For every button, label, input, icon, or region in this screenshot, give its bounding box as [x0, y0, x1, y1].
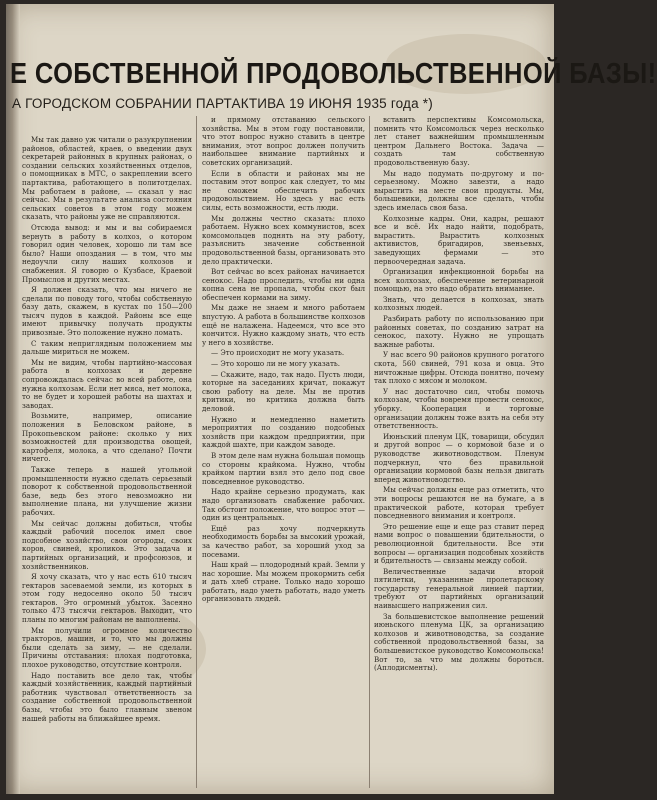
article-column-3 — [374, 116, 544, 786]
paragraph: — Скажите, надо, так надо. Пусть люди, которые на заседаниях кричат, покажут свою работу на деле. Мы не против критики, но критика должна быть деловой. — [202, 369, 365, 413]
paragraph: Я должен сказать, что мы ничего не сделали по поводу того, чтобы собственную базу дать, скажем, в кустах по 150—200 тысяч пудов в каждой. Районы все еще имеют привычку получать продукты привозные. Это положение нужно ломать. — [22, 285, 192, 338]
paragraph: и прямому отставанию сельского хозяйства. Мы в этом году постановили, что этот вопрос нужно ставить в центре внимания, этот вопрос должен получить наибольшее внимание партийных и советских организаций. — [202, 115, 365, 167]
paragraph: Мы сейчас должны еще раз отметить, что эти вопросы решаются не на бумаге, а в практической работе, которая требует повседневного внимания и контроля. — [374, 485, 544, 521]
torn-edge — [6, 4, 20, 794]
paragraph: Наш край — плодородный край. Земли у нас хорошие. Мы можем прокормить себя и дать хлеб стране. Только надо хорошо работать, надо уметь работать, надо уметь организовать людей. — [202, 560, 365, 604]
paragraph: Организация инфекционной борьбы на всех колхозах, обеспечение ветеринарной помощью, на это надо обратить внимание. — [374, 267, 544, 294]
column-rule — [196, 116, 197, 788]
paragraph: Мы получили огромное количество тракторов, машин, и то, что мы должны были сделать за зиму, — не сделали. Причины отставания: плохая подготовка, плохое руководство, отсутствие контроля. — [22, 625, 192, 670]
paragraph: Знать, что делается в колхозах, знать колхозных людей. — [374, 294, 544, 313]
paragraph: У нас достаточно сил, чтобы помочь колхозам, чтобы вовремя провести сенокос, уборку. Кооперация и торговые организации должны тоже взять на себя эту ответственность. — [374, 386, 544, 431]
article-column-1 — [22, 136, 192, 786]
paragraph: Нужно и немедленно наметить мероприятия по созданию подсобных хозяйств при каждом предприятии, при каждой шахте, при каждом заводе. — [202, 414, 365, 450]
paragraph: — Это хорошо ли не могу указать. — [211, 359, 341, 369]
paragraph: Это решение еще и еще раз ставит перед нами вопрос о повышении бдительности, о революционной бдительности. Все эти вопросы — организация подсобных хозяйств и бдительность — связаны между собой. — [374, 521, 544, 566]
paragraph: Возьмите, например, описание положения в Беловском районе, в Прокопьевском районе: сколько у них возможностей для производства овощей, картофеля, молока, а что сделано? Почти ничего. — [22, 411, 192, 464]
paragraph: Мы должны честно сказать: плохо работаем. Нужно всех коммунистов, всех комсомольцев поднять на эту работу, разъяснить значение собственной продовольственной базы, организовать это дело практически. — [202, 213, 365, 266]
paragraph: В этом деле нам нужна большая помощь со стороны крайкома. Нужно, чтобы крайком партии взял это дело под свое повседневное руководство. — [202, 450, 366, 486]
newspaper-page — [6, 4, 657, 794]
paragraph: Если в области и районах мы не поставим этот вопрос как следует, то мы не сможем обеспечить рабочих продовольствием. Но здесь у нас есть силы, есть возможности, есть люди. — [202, 168, 365, 212]
paragraph: Мы сейчас должны добиться, чтобы каждый рабочий поселок имел свое подсобное хозяйство, свои огороды, своих коров, свиней, кроликов. Это задача и партийных организаций, и профсоюзов, и хозяйственников. — [22, 518, 192, 571]
headline: Е СОБСТВЕННОЙ ПРОДОВОЛЬСТВЕННОЙ БАЗЫ! — [10, 58, 657, 90]
column-rule — [369, 116, 370, 788]
paragraph: У нас всего 90 районов крупного рогатого скота, 560 свиней, 791 коза и овца. Это ничтожные цифры. Отсюда понятно, почему так плохо с мясом и молоком. — [374, 350, 544, 386]
subheadline: А ГОРОДСКОМ СОБРАНИИ ПАРТАКТИВА 19 ИЮНЯ 1935 года *) — [12, 96, 433, 111]
paragraph: Надо крайне серьезно продумать, как надо организовать снабжение рабочих. Так обстоит положение, что вопрос этот — один из центральных. — [202, 487, 365, 523]
paragraph: Разбирать работу по использованию при районных советах, по созданию затрат на сенокос, пахоту. Нужно не упрощать важные работы. — [374, 314, 544, 349]
paragraph: С таким неприглядным положением мы дальше мириться не можем. — [22, 338, 192, 357]
paragraph: Июньский пленум ЦК, товарищи, обсудил и другой вопрос — о кормовой базе и о руководстве животноводством. Пленум подчеркнул, что без правильной организации кормовой базы нельзя двигать вперед животноводство. — [374, 431, 544, 484]
paragraph: Колхозные кадры. Они, кадры, решают все и всё. Их надо найти, подобрать, вырастить. Вырастить колхозных активистов, бригадиров, звеньевых, заведующих фермами — это первоочередная задача. — [374, 213, 544, 266]
paragraph: Ещё раз хочу подчеркнуть необходимость борьбы за высокий урожай, за качество работ, за хороший уход за посевами. — [202, 523, 365, 559]
article-column-2 — [202, 116, 365, 786]
paragraph: Величественные задачи второй пятилетки, указаннные пролетарскому государству генеральной линией партии, требуют от партийных организаций наивысшего напряжения сил. — [374, 566, 544, 611]
paragraph: Мы надо подумать по-другому и по-серьезному. Можно завезти, а надо вырастить на месте свои продукты. Мы, большевики, должны все сделать, чтобы здесь имелась своя база. — [374, 168, 544, 212]
paragraph: Отсюда вывод: и мы и вы собираемся вернуть в работу в колхоз, о котором говорил один человек, хорошо ли там все было? Наши опоздания — в том, что мы недоучли силу наших колхозов и снабжения. Я говорю о Кузбасе, Краевой Промыслов и других местах. — [22, 222, 192, 284]
paragraph: Я хочу сказать, что у нас есть 610 тысяч гектаров засеваемой земли, из которых в этом году недосеяно около 50 тысяч гектаров. Это огромный убыток. Засеяно только 473 тысячи гектаров. Выходит, что планы по многим районам не выполнены. — [22, 572, 192, 625]
paragraph: За большевистское выполнение решений июньского пленума ЦК, за организацию колхозов и животноводства, за создание собственной продовольственной базы, за большевистское руководство Комсомольска! Вот то, за что мы должны бороться. (Аплодисменты). — [374, 611, 544, 673]
paragraph: Вот сейчас во всех районах начинается сенокос. Надо проследить, чтобы ни одна копна сена не пропала, чтобы скот был обеспечен кормами на зиму. — [202, 267, 365, 302]
paragraph: Мы так давно уж читали о разукрупнении районов, областей, краев, о введении двух секретарей районных в крупных районах, о создании сельских хозяйственных отделов, о помощниках в МТС, о закреплении всего партактива, работающего в политотделах. Мы работаем в районе, — сказал у нас сейчас. Мы в результате анализа состояния сельских советов в этом году можем сказать, что районы уже не справляются. — [22, 135, 192, 222]
paragraph: Мы не видим, чтобы партийно-массовая работа в колхозах и деревне сопровождалась сейчас во всей работе, она нужна колхозам. Если нет мяса, нет молока, то не будет и хорошей работы на шахтах и заводах. — [22, 357, 192, 410]
paragraph: Мы даже не знаем и много работаем впустую. А работа в большинстве колхозов ещё не налажена. Надеемся, что все это кончится. Нужно каждому знать, что есть у него в хозяйстве. — [202, 303, 365, 347]
paragraph: Надо поставить все дело так, чтобы каждый хозяйственник, каждый партийный работник чувствовал ответственность за создание собственной продовольственной базы, чтобы это было главным звеном нашей работы на ближайшее время. — [22, 670, 192, 723]
paragraph: вставить перспективы Комсомольска, помнить что Комсомольск через несколько лет станет важнейшим промышленным центром Дальнего Востока. Задача — создать там собственную продовольственную базу. — [374, 115, 544, 167]
paragraph: — Это происходит не могу указать. — [211, 348, 345, 358]
paragraph: Также теперь в нашей угольной промышленности нужно сделать серьезный поворот к собственной продовольственной базе, ведь без этого невозможно ни выполнение плана, ни улучшение жизни рабочих. — [22, 464, 192, 517]
